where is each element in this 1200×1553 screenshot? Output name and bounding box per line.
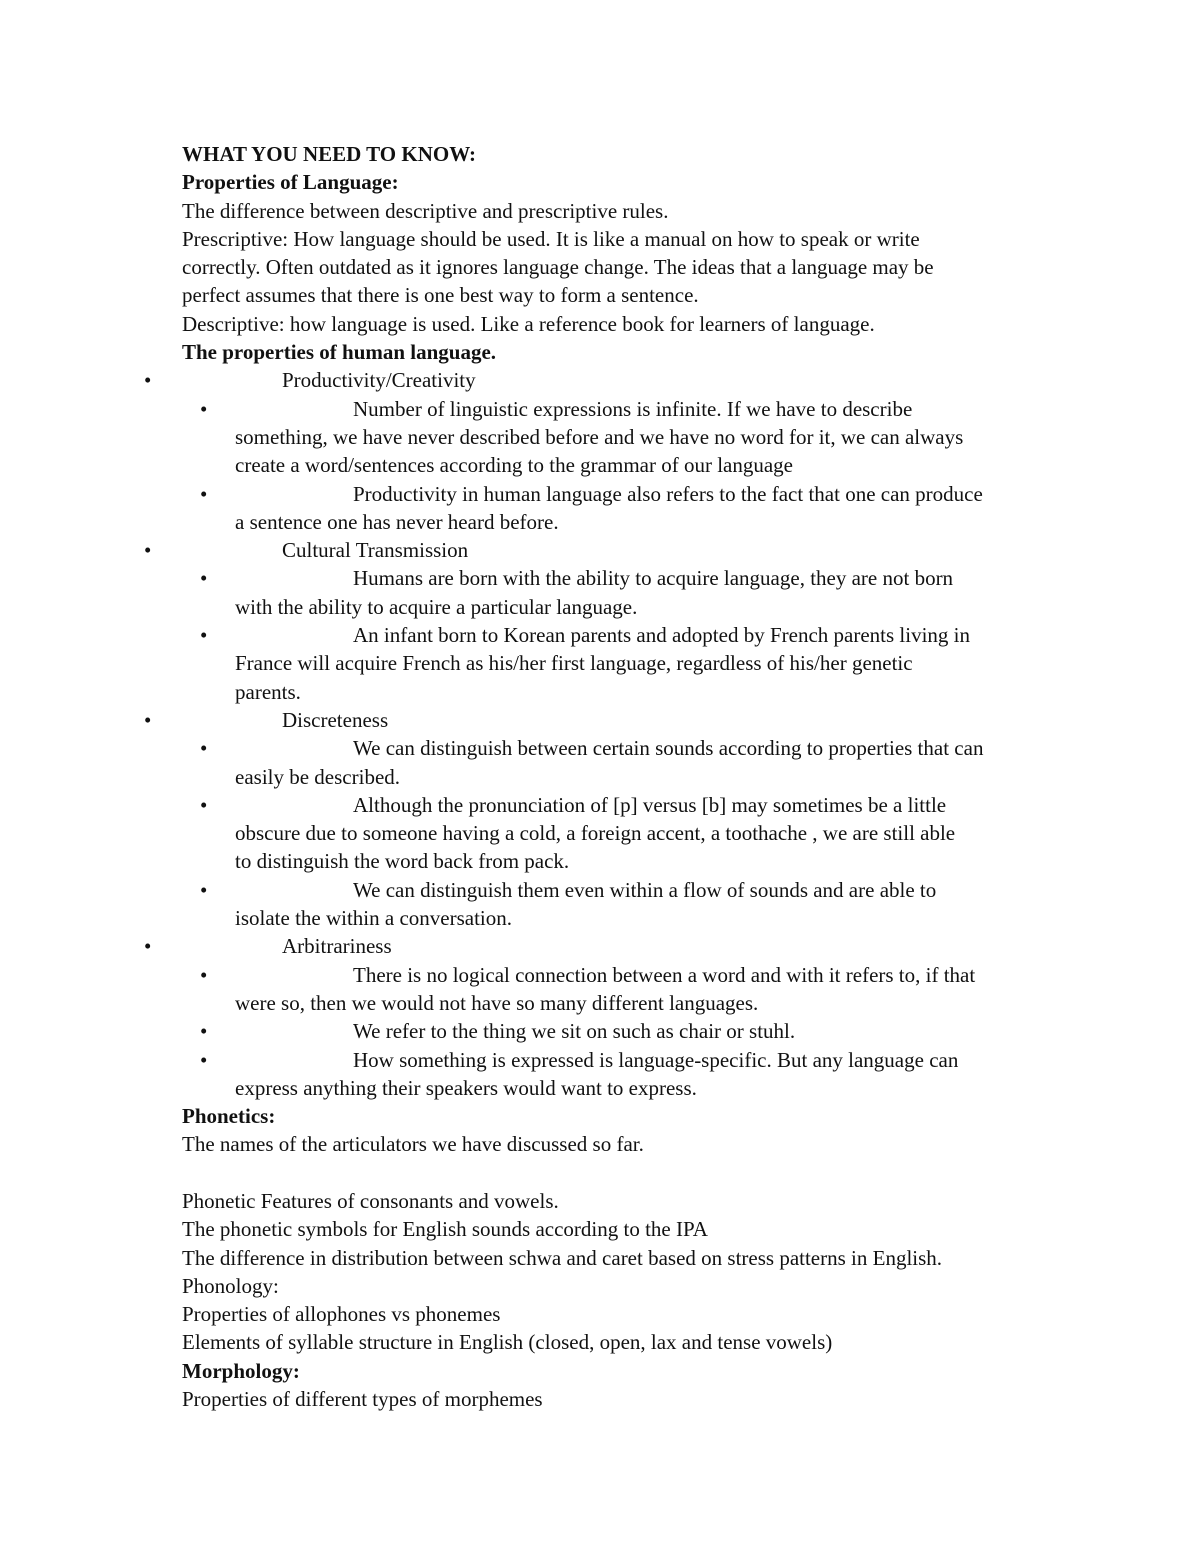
point-line: were so, then we would not have so many different languages. [235, 990, 759, 1015]
bullet-icon: • [200, 396, 208, 421]
paragraph-line: correctly. Often outdated as it ignores language change. The ideas that a language may be [182, 255, 934, 280]
point-line: a sentence one has never heard before. [235, 509, 559, 534]
property-name: Discreteness [282, 707, 389, 732]
point-line: We refer to the thing we sit on such as chair or stuhl. [353, 1019, 796, 1044]
section-title-morphology: Morphology: [182, 1358, 300, 1383]
paragraph-line: The names of the articulators we have discussed so far. [182, 1132, 644, 1157]
paragraph-line: The difference between descriptive and prescriptive rules. [182, 198, 669, 223]
bullet-icon: • [200, 481, 208, 506]
property-name: Productivity/Creativity [282, 368, 476, 393]
point-line: Number of linguistic expressions is infinite. If we have to describe [353, 396, 913, 421]
bullet-icon: • [144, 368, 152, 393]
property-name: Arbitrariness [282, 934, 392, 959]
point-line: An infant born to Korean parents and adopted by French parents living in [353, 623, 971, 648]
property-point [182, 734, 1072, 791]
property-item [144, 706, 1072, 734]
document-body [144, 140, 1072, 1413]
point-line: with the ability to acquire a particular language. [235, 594, 638, 619]
point-line: How something is expressed is language-specific. But any language can [353, 1047, 959, 1072]
property-point [182, 480, 1072, 537]
point-line: to distinguish the word back from pack. [235, 849, 570, 874]
point-line: something, we have never described before and we have no word for it, we can always [235, 424, 964, 449]
point-line: Humans are born with the ability to acquire language, they are not born [353, 566, 954, 591]
paragraph-line: The difference in distribution between schwa and caret based on stress patterns in English. [182, 1245, 943, 1270]
point-line: Productivity in human language also refers to the fact that one can produce [353, 481, 983, 506]
property-item [144, 536, 1072, 564]
property-point [182, 876, 1072, 933]
point-line: There is no logical connection between a word and with it refers to, if that [353, 962, 976, 987]
property-point [182, 1046, 1072, 1103]
bullet-icon: • [200, 736, 208, 761]
property-point [182, 961, 1072, 1018]
point-line: We can distinguish them even within a flow of sounds and are able to [353, 877, 937, 902]
paragraph-line: Descriptive: how language is used. Like a reference book for learners of language. [182, 311, 875, 336]
bullet-icon: • [144, 538, 152, 563]
bullet-icon: • [200, 623, 208, 648]
point-line: We can distinguish between certain sounds according to properties that can [353, 736, 984, 761]
property-item [144, 932, 1072, 960]
point-line: parents. [235, 679, 301, 704]
paragraph-line: Phonetic Features of consonants and vowels. [182, 1188, 559, 1213]
property-point [182, 791, 1072, 876]
bullet-icon: • [144, 934, 152, 959]
property-point [182, 621, 1072, 706]
bullet-icon: • [144, 707, 152, 732]
point-line: easily be described. [235, 764, 401, 789]
point-line: isolate the within a conversation. [235, 906, 513, 931]
section-title-phonetics: Phonetics: [182, 1104, 276, 1129]
blank-line [182, 1159, 1072, 1187]
section-title-phonology: Phonology: [182, 1273, 279, 1298]
paragraph-line: Prescriptive: How language should be used. It is like a manual on how to speak or write [182, 226, 920, 251]
bullet-icon: • [200, 566, 208, 591]
paragraph-line: perfect assumes that there is one best way to form a sentence. [182, 283, 699, 308]
paragraph-line: The phonetic symbols for English sounds according to the IPA [182, 1217, 708, 1242]
point-line: obscure due to someone having a cold, a foreign accent, a toothache , we are still able [235, 821, 956, 846]
point-line: express anything their speakers would want to express. [235, 1075, 697, 1100]
section-title-language: Properties of Language: [182, 170, 399, 195]
point-line: Although the pronunciation of [p] versus [b] may sometimes be a little [353, 792, 947, 817]
paragraph-line: Properties of allophones vs phonemes [182, 1302, 501, 1327]
point-line: France will acquire French as his/her first language, regardless of his/her genetic [235, 651, 913, 676]
section-title-human-language: The properties of human language. [182, 340, 497, 365]
paragraph-line: Elements of syllable structure in English (closed, open, lax and tense vowels) [182, 1330, 833, 1355]
property-point [182, 1017, 1072, 1045]
bullet-icon: • [200, 1047, 208, 1072]
point-line: create a word/sentences according to the grammar of our language [235, 453, 793, 478]
property-item [144, 366, 1072, 394]
property-point [182, 564, 1072, 621]
paragraph-line: Properties of different types of morphemes [182, 1387, 543, 1412]
bullet-icon: • [200, 1019, 208, 1044]
property-point [182, 395, 1072, 480]
bullet-icon: • [200, 962, 208, 987]
bullet-icon: • [200, 792, 208, 817]
main-heading: WHAT YOU NEED TO KNOW: [182, 142, 477, 166]
bullet-icon: • [200, 877, 208, 902]
property-name: Cultural Transmission [282, 538, 469, 563]
